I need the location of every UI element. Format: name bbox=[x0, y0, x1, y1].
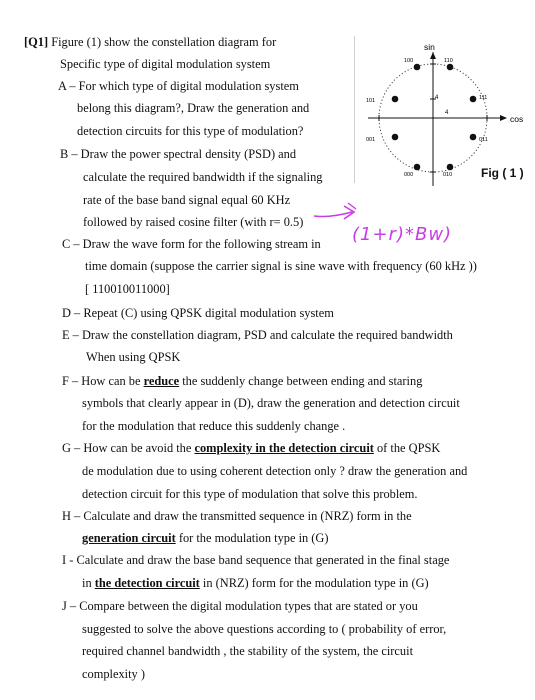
ring-mark-b: 4 bbox=[435, 95, 439, 101]
part-f-line-3: for the modulation that reduce this suddenly change . bbox=[82, 419, 346, 433]
sin-axis-arrow-icon bbox=[430, 52, 436, 59]
label-111: 111 bbox=[479, 95, 488, 101]
emphasis-detection-circuit: the detection circuit bbox=[94, 576, 200, 590]
part-c-line-1: C – Draw the wave form for the following stream in bbox=[62, 237, 321, 251]
part-j-line-2: suggested to solve the above questions according to ( probability of error, bbox=[82, 622, 447, 636]
part-d-line-1: D – Repeat (C) using QPSK digital modulation system bbox=[62, 306, 334, 320]
label-100: 100 bbox=[404, 58, 414, 64]
label-110: 110 bbox=[444, 58, 453, 64]
intro-text-2: Specific type of digital modulation system bbox=[60, 57, 271, 71]
label-101: 101 bbox=[366, 98, 376, 104]
part-g-line-3: detection circuit for this type of modulation that solve this problem. bbox=[82, 487, 418, 501]
part-h-line-2: generation circuit for the modulation type in (G) bbox=[82, 531, 329, 545]
figure-caption: Fig ( 1 ) bbox=[481, 166, 524, 180]
part-j-line-3: required channel bandwidth , the stability of the system, the circuit bbox=[82, 644, 414, 658]
ring-mark-a: 4 bbox=[445, 110, 449, 116]
part-g-line-1: G – How can be avoid the complexity in the detection circuit of the QPSK bbox=[62, 441, 441, 455]
part-h-line-1: H – Calculate and draw the transmitted sequence in (NRZ) form in the bbox=[62, 509, 412, 523]
emphasis-reduce: reduce bbox=[143, 374, 180, 388]
part-a-line-3: detection circuits for this type of modulation? bbox=[77, 124, 304, 138]
symbol-001 bbox=[392, 134, 399, 141]
part-f-line-2: symbols that clearly appear in (D), draw the generation and detection circuit bbox=[82, 396, 460, 410]
handwritten-arrow bbox=[312, 200, 360, 226]
part-a-line-1: A – For which type of digital modulation system bbox=[58, 79, 299, 93]
part-b-line-2: calculate the required bandwidth if the signaling bbox=[83, 170, 323, 184]
cos-axis-label: cos bbox=[510, 114, 524, 124]
sin-axis-label: sin bbox=[424, 42, 435, 52]
part-j-line-1: J – Compare between the digital modulation types that are stated or you bbox=[62, 599, 418, 613]
label-000: 000 bbox=[404, 172, 414, 178]
cos-axis-arrow-icon bbox=[500, 115, 507, 121]
question-tag: [Q1] bbox=[24, 35, 49, 49]
emphasis-complexity: complexity in the detection circuit bbox=[194, 441, 374, 455]
emphasis-generation-circuit: generation circuit bbox=[82, 531, 176, 545]
part-a-line-2: belong this diagram?, Draw the generation and bbox=[77, 101, 310, 115]
symbol-010 bbox=[447, 164, 454, 171]
symbol-100 bbox=[414, 64, 421, 71]
label-010: 010 bbox=[443, 172, 453, 178]
part-b-line-3: rate of the base band signal equal 60 KHz bbox=[83, 193, 291, 207]
symbol-110 bbox=[447, 64, 454, 71]
part-g-line-2: de modulation due to using coherent detection only ? draw the generation and bbox=[82, 464, 468, 478]
part-j-line-4: complexity ) bbox=[82, 667, 145, 681]
part-f-line-1: F – How can be reduce the suddenly change between ending and staring bbox=[62, 374, 423, 388]
part-i-line-1: I - Calculate and draw the base band sequence that generated in the final stage bbox=[62, 553, 450, 567]
symbol-011 bbox=[470, 134, 477, 141]
symbol-111 bbox=[470, 96, 477, 103]
label-001: 001 bbox=[366, 137, 376, 143]
figure-left-border bbox=[354, 36, 355, 183]
part-c-bitstream: [ 110010011000] bbox=[85, 282, 170, 296]
question-intro-line-1 bbox=[24, 35, 276, 49]
symbol-101 bbox=[392, 96, 399, 103]
part-i-line-2: in the detection circuit in (NRZ) form for the modulation type in (G) bbox=[82, 576, 429, 590]
handwritten-bandwidth-note: (1+r)*Bw) bbox=[352, 224, 453, 245]
part-e-line-1: E – Draw the constellation diagram, PSD and calculate the required bandwidth bbox=[62, 328, 453, 342]
symbol-000 bbox=[414, 164, 421, 171]
part-b-line-1: B – Draw the power spectral density (PSD) and bbox=[60, 147, 297, 161]
label-011: 011 bbox=[479, 137, 488, 143]
part-c-line-2: time domain (suppose the carrier signal is sine wave with frequency (60 kHz )) bbox=[85, 259, 477, 273]
part-e-line-2: When using QPSK bbox=[86, 350, 181, 364]
part-b-line-4: followed by raised cosine filter (with r= 0.5) bbox=[83, 215, 304, 229]
intro-text-1: Figure (1) show the constellation diagram for bbox=[51, 35, 277, 49]
